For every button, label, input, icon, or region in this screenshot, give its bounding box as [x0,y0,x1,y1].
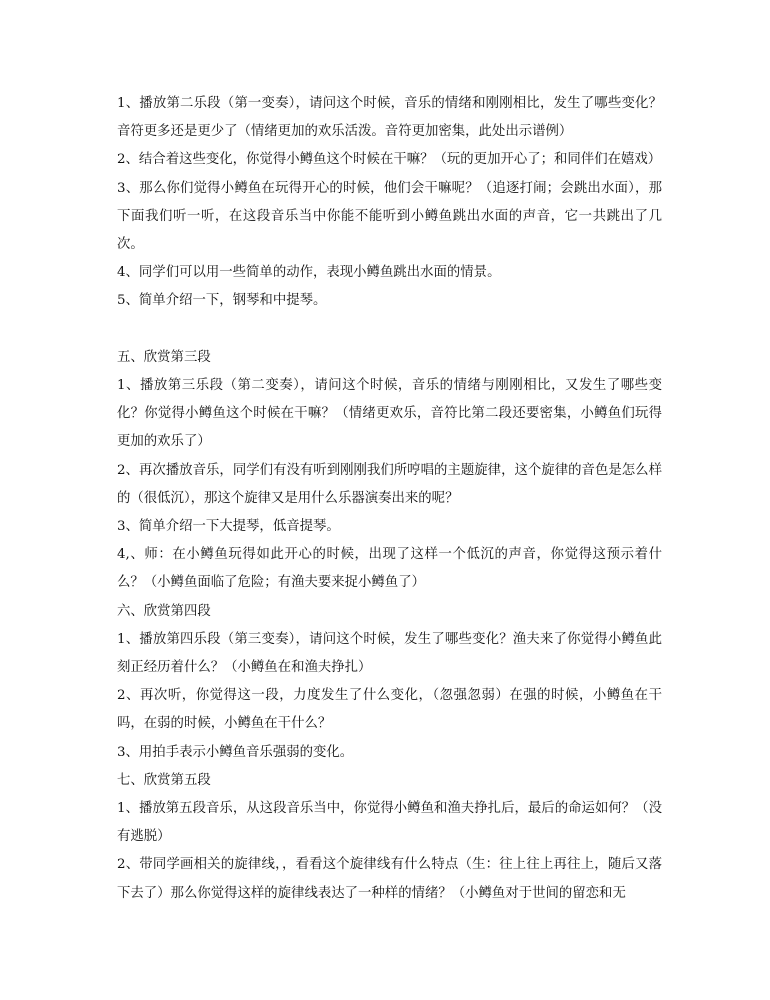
paragraph-13: 1、播放第五段音乐，从这段音乐当中，你觉得小鳟鱼和渔夫挣扎后，最后的命运如何？（没有逃脱） [117,801,662,845]
section-gap [117,316,662,344]
paragraph-1: 1、播放第二乐段（第一变奏），请问这个时候，音乐的情绪和刚刚相比，发生了哪些变化？音符更多还是更少了（情绪更加的欢乐活泼。音符更加密集，此处出示谱例） [117,96,662,140]
document-body [117,90,662,908]
paragraph-8: 3、简单介绍一下大提琴，低音提琴。 [117,519,340,535]
paragraph-14: 2、带同学画相关的旋律线，，看看这个旋律线有什么特点（生：往上往上再往上，随后又落下去了）那么你觉得这样的旋律线表达了一种样的情绪？（小鳟鱼对于世间的留恋和无 [117,857,662,901]
paragraph-6: 1、播放第三乐段（第二变奏），请问这个时候，音乐的情绪与刚刚相比，又发生了哪些变化？你觉得小鳟鱼这个时候在干嘛？（情绪更欢乐，音符比第二段还要密集，小鳟鱼们玩得更加的欢乐了） [117,378,662,450]
section-heading-6: 六、欣赏第四段 [117,603,211,619]
section-heading-7: 七、欣赏第五段 [117,772,211,788]
paragraph-11: 2、再次听，你觉得这一段，力度发生了什么变化，（忽强忽弱）在强的时候，小鳟鱼在干吗，在弱的时候，小鳟鱼在干什么？ [117,688,662,732]
paragraph-4: 4、同学们可以用一些简单的动作，表现小鳟鱼跳出水面的情景。 [117,265,501,281]
paragraph-10: 1、播放第四乐段（第三变奏），请问这个时候，发生了哪些变化？渔夫来了你觉得小鳟鱼此刻正经历着什么？（小鳟鱼在和渔夫挣扎） [117,631,662,676]
paragraph-2: 2、结合着这些变化，你觉得小鳟鱼这个时候在干嘛？（玩的更加开心了；和同伴们在嬉戏） [117,152,662,168]
paragraph-5: 5、简单介绍一下，钢琴和中提琴。 [117,293,327,309]
paragraph-9: 4,、师：在小鳟鱼玩得如此开心的时候，出现了这样一个低沉的声音，你觉得这预示着什么？（小鳟鱼面临了危险；有渔夫要来捉小鳟鱼了） [117,547,662,591]
paragraph-3: 3、那么你们觉得小鳟鱼在玩得开心的时候，他们会干嘛呢？（追逐打闹；会跳出水面），那下面我们听一听，在这段音乐当中你能不能听到小鳟鱼跳出水面的声音，它一共跳出了几次。 [117,180,662,253]
paragraph-7: 2、再次播放音乐，同学们有没有听到刚刚我们所哼唱的主题旋律，这个旋律的音色是怎么样的（很低沉），那这个旋律又是用什么乐器演奏出来的呢？ [117,462,662,506]
paragraph-12: 3、用拍手表示小鳟鱼音乐强弱的变化。 [117,744,354,760]
section-heading-5: 五、欣赏第三段 [117,349,211,365]
